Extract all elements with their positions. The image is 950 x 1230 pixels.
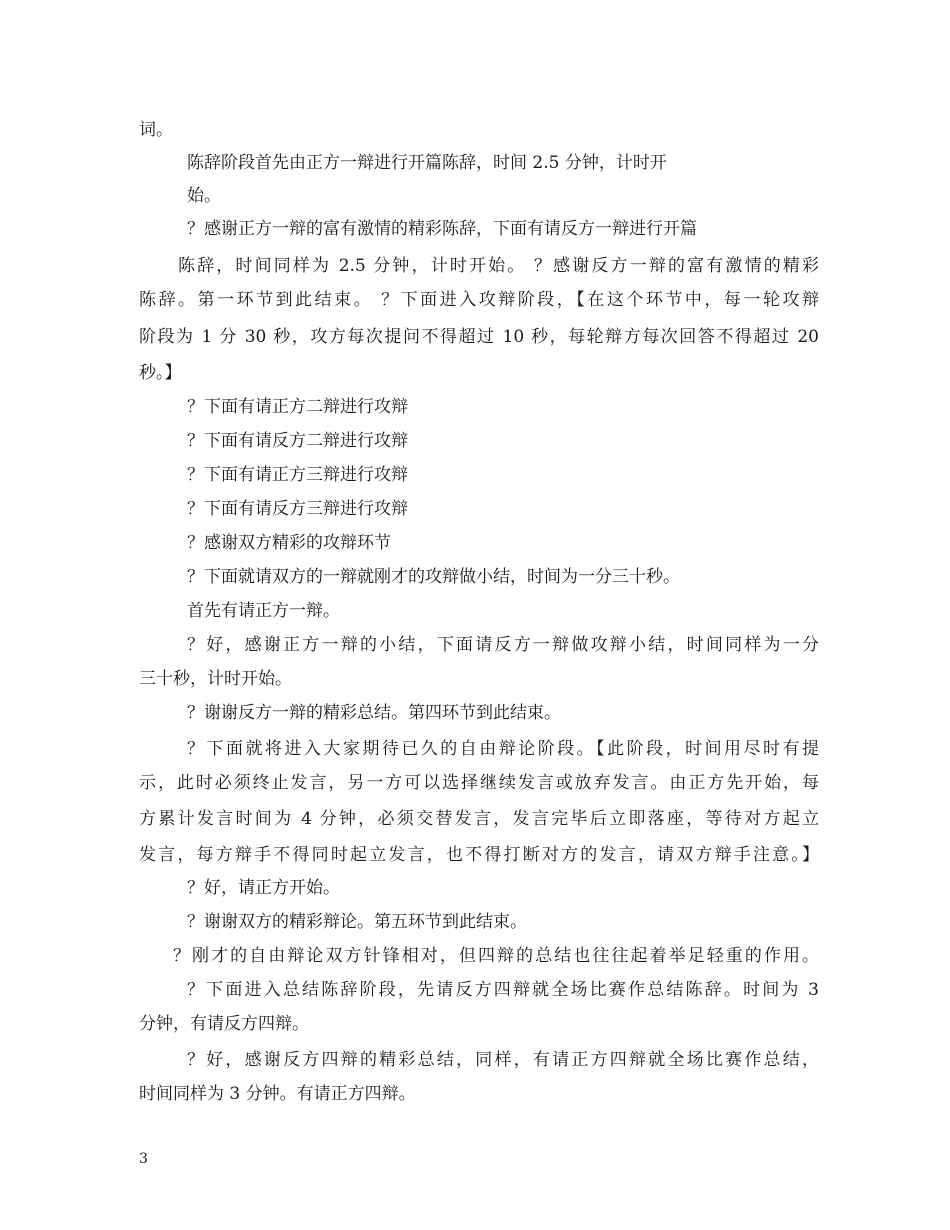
text-line: 发言，每方辩手不得同时起立发言，也不得打断对方的发言，请双方辩手注意。】 — [139, 845, 819, 865]
page-number: 3 — [139, 1151, 148, 1167]
text-line: 阶段为 1 分 30 秒，攻方每次提问不得超过 10 秒，每轮辩方每次回答不得超过 20 — [139, 327, 819, 347]
text-line: 三十秒，计时开始。 — [139, 669, 292, 689]
text-line: 陈辞，时间同样为 2.5 分钟，计时开始。 ？感谢反方一辩的富有激情的精彩 — [178, 256, 819, 276]
text-line: ？感谢正方一辩的富有激情的精彩陈辞，下面有请反方一辩进行开篇 — [187, 219, 697, 239]
text-line: 示，此时必须终止发言，另一方可以选择继续发言或放弃发言。由正方先开始，每 — [139, 773, 819, 793]
text-line: ？好，感谢反方四辩的精彩总结，同样，有请正方四辩就全场比赛作总结， — [187, 1050, 819, 1070]
text-line: ？下面有请反方三辩进行攻辩 — [187, 499, 408, 519]
text-line: 始。 — [187, 186, 221, 206]
text-line: ？下面就将进入大家期待已久的自由辩论阶段。【此阶段，时间用尽时有提 — [187, 739, 819, 759]
text-line: ？谢谢反方一辩的精彩总结。第四环节到此结束。 — [187, 703, 561, 723]
text-line: 陈辞阶段首先由正方一辩进行开篇陈辞，时间 2.5 分钟，计时开 — [187, 153, 667, 173]
text-line: 首先有请正方一辩。 — [187, 601, 340, 621]
text-line: ？感谢双方精彩的攻辩环节 — [187, 533, 391, 553]
text-line: ？下面有请正方三辩进行攻辩 — [187, 465, 408, 485]
text-line: ？下面有请正方二辩进行攻辩 — [187, 397, 408, 417]
text-line: ？下面有请反方二辩进行攻辩 — [187, 431, 408, 451]
text-line: 分钟，有请反方四辩。 — [139, 1014, 309, 1034]
text-line: ？好，请正方开始。 — [187, 878, 340, 898]
text-line: 时间同样为 3 分钟。有请正方四辩。 — [139, 1084, 416, 1104]
text-line: ？下面进入总结陈辞阶段，先请反方四辩就全场比赛作总结陈辞。时间为 3 — [187, 980, 819, 1000]
text-line: ？好，感谢正方一辩的小结，下面请反方一辩做攻辩小结，时间同样为一分 — [187, 635, 819, 655]
text-line: ？刚才的自由辩论双方针锋相对，但四辩的总结也往往起着举足轻重的作用。 — [173, 946, 819, 966]
text-line: 方累计发言时间为 4 分钟，必须交替发言，发言完毕后立即落座，等待对方起立 — [139, 809, 819, 829]
text-line: 秒。】 — [139, 363, 182, 383]
text-line: ？谢谢双方的精彩辩论。第五环节到此结束。 — [187, 912, 527, 932]
text-line: 陈辞。第一环节到此结束。 ？下面进入攻辩阶段，【在这个环节中，每一轮攻辩 — [139, 290, 819, 310]
text-line: ？下面就请双方的一辩就刚才的攻辩做小结，时间为一分三十秒。 — [187, 567, 680, 587]
text-line: 词。 — [139, 120, 173, 140]
